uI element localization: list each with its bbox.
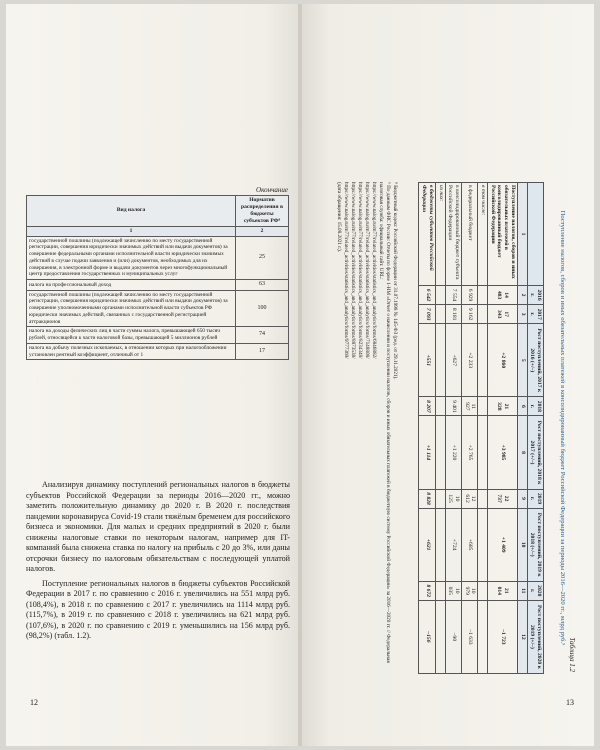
tax-norm: 17: [236, 343, 289, 360]
column-header: Рост поступлений, 2017 к 2016 (+/–): [527, 324, 543, 397]
table-cell: –1 633: [461, 600, 477, 673]
table-cell: +685: [461, 508, 477, 581]
book-spread: [6, 4, 594, 746]
footnote: https://www.nalog.ru/rn77/related_activities/statistics_and_analytics/forms/8873538/: [349, 182, 356, 359]
column-header: 2017 г.: [527, 305, 543, 324]
table-cell: 9 401: [445, 397, 461, 416]
column-number: 8: [517, 416, 527, 489]
table-cell: 17 343: [488, 305, 518, 324]
column-number: 3: [517, 305, 527, 324]
table-cell: [478, 508, 488, 581]
table-cell: –1 723: [488, 600, 518, 673]
table-cell: [478, 324, 488, 397]
table-row: [27, 290, 289, 327]
table-cell: +2 233: [461, 324, 477, 397]
table-row: [419, 183, 435, 674]
table-cell: [478, 305, 488, 324]
header-number: 2: [236, 226, 289, 236]
tax-name: государственной пошлины (подлежащей зачислению по месту государственной регистрации, совершения юридически значимых действий или выдачи документов) за совершение уполномоченными органами исполнительной власти субъектов РФ юридически значимых действий, связанных с государственной регистрацией аттракционов: [27, 290, 236, 327]
table-cell: 21 328: [488, 397, 518, 416]
table-cell: [435, 286, 445, 305]
column-number: 6: [517, 397, 527, 416]
column-header: [527, 183, 543, 286]
rotated-table-area: [306, 176, 596, 686]
row-label: Поступление налогов, сборов и иных обязательных платежей в консолидированный бюджет Российской Федерации: [488, 183, 518, 286]
row-label: в том числе:: [478, 183, 488, 286]
table-cell: –90: [445, 600, 461, 673]
table-row: [27, 327, 289, 344]
table-cell: +551: [419, 324, 435, 397]
table-cell: 10 979: [461, 581, 477, 600]
footnote: ⁸ Бюджетный кодекс Российской Федерации от 31.07.1998 № 145-ФЗ (ред. от 29.11.2021).: [392, 182, 398, 380]
column-number: 2: [517, 286, 527, 305]
table-cell: 14 483: [488, 286, 518, 305]
page-number-left: 12: [30, 698, 38, 707]
table-row: [488, 183, 518, 674]
header-number: 1: [27, 226, 236, 236]
tax-name: налога на профессиональный доход: [27, 280, 236, 291]
column-number: 10: [517, 508, 527, 581]
footnote: https://www.nalog.ru/rn77/related_activities/statistics_and_analytics/forms/7148808/: [363, 182, 370, 359]
table-cell: [435, 489, 445, 508]
column-header: 2018 г.: [527, 397, 543, 416]
table-cell: [478, 286, 488, 305]
table-cell: [478, 581, 488, 600]
column-number: 9: [517, 489, 527, 508]
tax-name: государственной пошлины (подлежащей зачислению по месту государственной регистрации, совершения юридически значимых действий или выдачи документов) за совершение федеральными органами исполнительной власти юридически значимых действий в случае подачи заявления и (или) документов, необходимых для их совершения, в электронной форме и выдачи документов через многофункциональный центр предоставления государственных и муниципальных услуг: [27, 236, 236, 280]
table-row: [27, 343, 289, 360]
table-cell: 8 181: [445, 305, 461, 324]
tax-norm: 74: [236, 327, 289, 344]
table-cell: +1 220: [445, 416, 461, 489]
row-label: в бюджеты субъектов Российской Федерации: [419, 183, 435, 286]
table-row: [461, 183, 477, 674]
body-text: [26, 480, 290, 646]
tax-name: налога на добычу полезных ископаемых, в отношении которых при налогообложении установлен рентный коэффициент, отличный от 1: [27, 343, 236, 360]
table-cell: +724: [445, 508, 461, 581]
footnotes: [335, 182, 398, 674]
table-row: [27, 280, 289, 291]
column-header: 2019 г.: [527, 489, 543, 508]
table-cell: [478, 600, 488, 673]
table-row: [478, 183, 488, 674]
table-cell: 9 162: [461, 305, 477, 324]
table-cell: [435, 416, 445, 489]
table-cell: 8 207: [419, 397, 435, 416]
column-header: Рост поступлений, 2019 к 2018 (+/–): [527, 508, 543, 581]
continuation-label: Окончание: [256, 186, 288, 194]
table-row: [445, 183, 461, 674]
table-row: [27, 236, 289, 280]
table-cell: –156: [419, 600, 435, 673]
page-number-right: 13: [566, 698, 574, 707]
table-cell: [435, 508, 445, 581]
column-number: 1: [517, 183, 527, 286]
footnote: ⁹ По данным ФНС России: Отчеты по форме 1-НМ «Отчет о начислении и поступлении налогов, сборов и иных обязательных платежей в бюджетную систему Российской Федерации» за 2016—2020 гг. // Федеральная налоговая служба: официальный сайт. URL:: [377, 182, 391, 663]
revenue-table: [418, 182, 544, 674]
table-cell: [478, 489, 488, 508]
table-cell: 11 927: [461, 397, 477, 416]
table-title: Поступление налогов, сборов и иных обязательных платежей в консолидированный бюджет Российской Федерации за периоды 2016—2020 гг., млрд руб.⁹: [559, 210, 566, 646]
table-header-norm: Норматив распределения в бюджеты субъектов РФ⁸: [236, 196, 289, 227]
table-cell: [435, 581, 445, 600]
row-label: в федеральный бюджет: [461, 183, 477, 286]
paragraph: Поступление региональных налогов в бюджеты субъектов Российской Федерации в 2017 г. по сравнению с 2016 г. увеличились на 551 млрд руб. (108,4%), в 2018 г. по сравнению с 2017 г. увеличились на 1114 млрд руб. (115,7%), в 2019 г. по сравнению с 2018 г. увеличились на 621 млрд руб. (107,6%), в 2020 г. по сравнению с 2019 г. уменьшились на 156 млрд руб. (98,2%) (табл. 1.2).: [26, 578, 290, 641]
tax-norm: 100: [236, 290, 289, 327]
table-cell: 10 035: [445, 581, 461, 600]
table-cell: [435, 305, 445, 324]
table-cell: +621: [419, 508, 435, 581]
tax-name: налога на доходы физических лиц в части суммы налога, превышающей 650 тысяч рублей, относящейся к части налоговой базы, превышающей 5 миллионов рублей: [27, 327, 236, 344]
rotated-content: [306, 178, 576, 678]
table-cell: 6 542: [419, 286, 435, 305]
column-header: Рост поступлений, 2020 к 2019 (+/–): [527, 600, 543, 673]
column-number: 5: [517, 324, 527, 397]
table-label: Таблица 1.2: [568, 637, 576, 672]
table-cell: +627: [445, 324, 461, 397]
footnote: https://www.nalog.ru/rn77/related_activities/statistics_and_analytics/forms/8234348/: [356, 182, 363, 359]
column-header: 2020 г.: [527, 581, 543, 600]
table-cell: [435, 397, 445, 416]
table-cell: 8 672: [419, 581, 435, 600]
table-cell: +2 860: [488, 324, 518, 397]
tax-norm: 25: [236, 236, 289, 280]
table-cell: 10 125: [445, 489, 461, 508]
column-header: 2016 г.: [527, 286, 543, 305]
book-gutter: [298, 4, 302, 746]
footnote: (дата обращения: 15.08.2021 г.).: [335, 182, 342, 253]
table-cell: [478, 416, 488, 489]
footnote: https://www.nalog.ru/rn77/related_activities/statistics_and_analytics/forms/6846882/: [370, 182, 377, 359]
tax-distribution-table: [26, 195, 289, 360]
table-cell: +3 985: [488, 416, 518, 489]
table-cell: 7 093: [419, 305, 435, 324]
footnote: https://www.nalog.ru/rn77/related_activities/statistics_and_analytics/forms/9777369/: [342, 182, 349, 359]
table-cell: +2 765: [461, 416, 477, 489]
table-cell: [478, 397, 488, 416]
table-row: [435, 183, 445, 674]
table-cell: 7 554: [445, 286, 461, 305]
table-cell: 8 828: [419, 489, 435, 508]
row-label: в консолидированный бюджет субъекта Российской Федерации: [445, 183, 461, 286]
table-cell: 12 612: [461, 489, 477, 508]
table-header-tax-type: Вид налога: [27, 196, 236, 227]
table-cell: +1 409: [488, 508, 518, 581]
column-header: Рост поступлений, 2018 к 2017 (+/–): [527, 416, 543, 489]
table-cell: 6 929: [461, 286, 477, 305]
table-cell: 21 014: [488, 581, 518, 600]
row-label: из них:: [435, 183, 445, 286]
tax-norm: 63: [236, 280, 289, 291]
table-cell: [435, 600, 445, 673]
table-cell: 22 737: [488, 489, 518, 508]
table-cell: +1 114: [419, 416, 435, 489]
paragraph: Анализируя динамику поступлений региональных налогов в бюджеты субъектов Российской Федерации за периоды 2016—2020 гг., можно заметить положительную динамику до 2020 г. В 2020 г. последствия пандемии коронавируса Covid-19 стали тяжёлым бременем для российского бизнеса и экономики. Для малых и средних предприятий в 2020 г. были снижены налоговые ставки по некоторым налогам, например для IT-компаний была снижена ставка по налогу на прибыль с 20 до 3%, или даны отсрочки бизнесу по налоговым обязательствам с последующей уплатой налогов.: [26, 480, 290, 574]
column-number: 11: [517, 581, 527, 600]
column-number: 12: [517, 600, 527, 673]
table-cell: [435, 324, 445, 397]
